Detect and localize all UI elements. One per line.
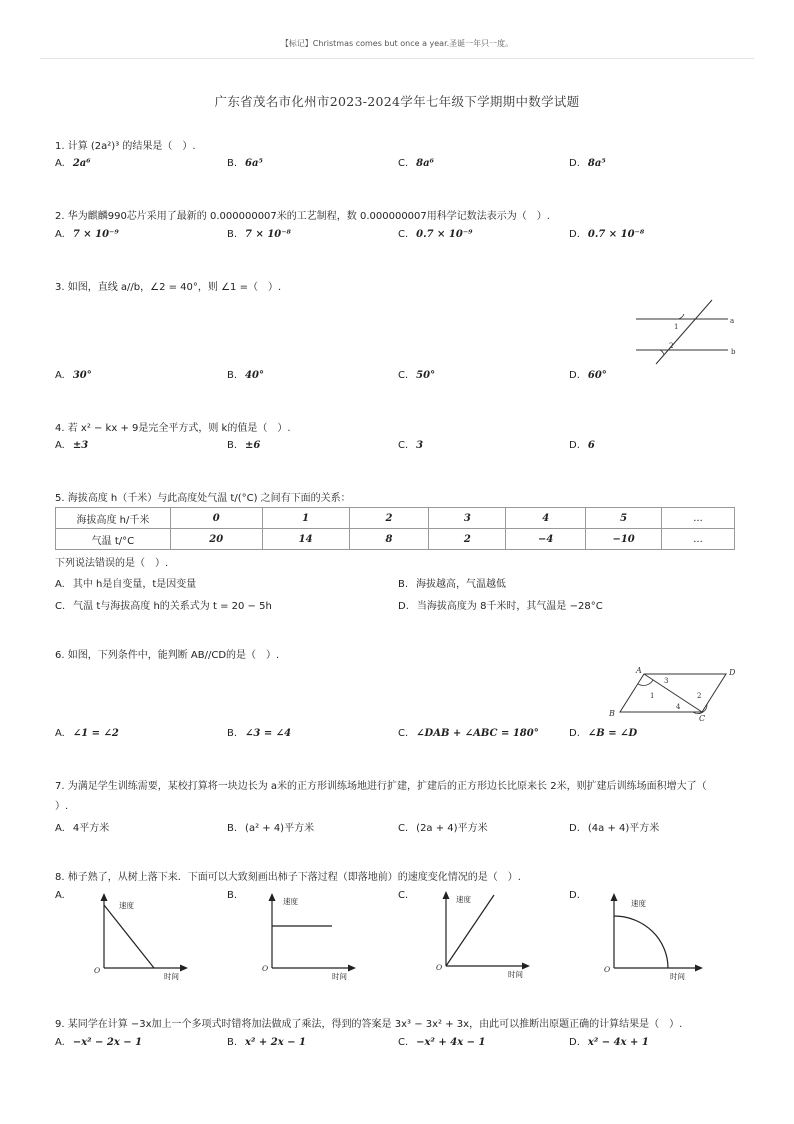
graph-d-quarter-circle — [598, 888, 713, 983]
question-9-stem: 9. 某同学在计算 −3x加上一个多项式时错将加法做成了乘法，得到的答案是 3x³ − 3x² + 3x，由此可以推断出原题正确的计算结果是（ ）. — [55, 1019, 683, 1030]
vertex-a-label: A — [636, 666, 642, 675]
origin-label: O — [262, 964, 269, 973]
question-5-option-d[interactable] — [398, 597, 603, 612]
arrow-right-icon — [522, 963, 530, 970]
option-text: 当海拔高度为 8千米时，其气温是 −28°C — [416, 601, 603, 612]
question-9-option-c[interactable] — [398, 1037, 485, 1048]
speed-curve — [104, 905, 154, 968]
question-6-stem: 6. 如图，下列条件中，能判断 AB//CD的是（ ）. — [55, 650, 280, 661]
table-cell: ... — [662, 508, 735, 529]
question-2-option-d[interactable] — [569, 229, 644, 240]
option-text: (a² + 4)平方米 — [245, 823, 315, 834]
question-5-option-a[interactable] — [55, 575, 196, 590]
option-label: A. — [55, 728, 65, 739]
table-cell: 14 — [262, 529, 349, 550]
table-cell: −4 — [506, 529, 586, 550]
option-text: 7 × 10⁻⁸ — [245, 229, 291, 240]
option-text: 6 — [587, 440, 595, 451]
option-text: −x² + 4x − 1 — [416, 1037, 486, 1048]
option-text: 0.7 × 10⁻⁹ — [416, 229, 473, 240]
question-9-option-a[interactable] — [55, 1037, 142, 1048]
question-4-option-d[interactable] — [569, 440, 595, 451]
question-9-option-d[interactable] — [569, 1037, 649, 1048]
table-cell: 20 — [170, 529, 262, 550]
altitude-temperature-table — [55, 507, 735, 550]
header-divider — [40, 58, 754, 59]
option-label: B. — [227, 158, 238, 169]
arrow-right-icon — [348, 965, 356, 972]
option-label: C. — [398, 370, 409, 381]
question-1-stem: 1. 计算 (2a²)³ 的结果是（ ）. — [55, 141, 196, 152]
origin-label: O — [436, 963, 443, 972]
option-text: ±6 — [245, 440, 261, 451]
option-label: A. — [55, 1037, 65, 1048]
x-axis-label: 时间 — [332, 972, 347, 981]
question-7-option-a[interactable] — [55, 819, 109, 834]
transversal-line — [656, 300, 712, 364]
y-axis-label: 速度 — [456, 895, 471, 904]
option-label: C. — [398, 158, 409, 169]
option-text: 3 — [416, 440, 424, 451]
option-text: 7 × 10⁻⁹ — [72, 229, 119, 240]
page-banner: 【标记】Christmas comes but once a year.圣诞一年只一度。 — [280, 39, 514, 48]
option-label: D. — [569, 370, 580, 381]
option-text: x² − 4x + 1 — [587, 1037, 649, 1048]
option-text: (2a + 4)平方米 — [416, 823, 488, 834]
vertex-d-label: D — [729, 668, 736, 677]
question-3-option-c[interactable] — [398, 370, 435, 381]
question-3-option-d[interactable] — [569, 370, 607, 381]
table-cell: 1 — [262, 508, 349, 529]
option-label: A. — [55, 440, 65, 451]
y-axis-label: 速度 — [631, 899, 646, 908]
option-label: B. — [227, 370, 238, 381]
option-text: ±3 — [72, 440, 89, 451]
option-text: ∠3 = ∠4 — [245, 728, 292, 739]
angle-2-label: 2 — [669, 342, 674, 350]
page-title: 广东省茂名市化州市2023-2024学年七年级下学期期中数学试题 — [214, 94, 580, 109]
question-7-stem-cont: ）. — [55, 801, 69, 812]
question-2-option-c[interactable] — [398, 229, 473, 240]
option-label: B. — [227, 1037, 238, 1048]
question-2-option-b[interactable] — [227, 229, 291, 240]
option-text: ∠B = ∠D — [587, 728, 638, 739]
option-text: x² + 2x − 1 — [245, 1037, 306, 1048]
question-7-option-d[interactable] — [569, 819, 659, 834]
line-b-label: b — [731, 348, 736, 356]
x-axis-label: 时间 — [164, 972, 179, 981]
x-axis-label: 时间 — [508, 970, 523, 979]
angle-2-arc — [660, 350, 664, 355]
parallelogram-figure — [602, 662, 744, 722]
table-row — [56, 529, 735, 550]
question-5-option-c[interactable] — [55, 597, 272, 612]
question-4-option-a[interactable] — [55, 440, 88, 451]
y-axis-label: 速度 — [283, 897, 298, 906]
origin-label: O — [604, 965, 611, 974]
question-7-option-b[interactable] — [227, 819, 314, 834]
angle-3-label: 3 — [664, 677, 669, 685]
table-row — [56, 508, 735, 529]
option-label: B. — [227, 823, 238, 834]
option-label: A. — [55, 370, 65, 381]
option-text: −x² − 2x − 1 — [72, 1037, 143, 1048]
question-4-stem: 4. 若 x² − kx + 9是完全平方式，则 k的值是（ ）. — [55, 423, 291, 434]
option-label: B. — [227, 229, 238, 240]
option-label: D. — [569, 158, 580, 169]
option-label: C. — [398, 229, 409, 240]
question-5-prompt: 下列说法错误的是（ ）. — [55, 558, 169, 569]
option-text: 8a⁶ — [416, 158, 434, 169]
option-text: 0.7 × 10⁻⁸ — [587, 229, 645, 240]
arrow-up-icon — [611, 893, 618, 901]
option-label: A. — [55, 158, 65, 169]
question-6-option-a[interactable] — [55, 728, 119, 739]
question-6-option-b[interactable] — [227, 728, 291, 739]
question-7-stem: 7. 为满足学生训练需要，某校打算将一块边长为 a米的正方形训练场地进行扩建，扩建后的正方形边长比原来长 2米，则扩建后训练场面积增大了（ — [55, 781, 707, 792]
question-1-option-d[interactable] — [569, 158, 606, 169]
angle-1-arc — [678, 314, 684, 319]
vertex-c-label: C — [699, 714, 706, 722]
question-5-option-b[interactable] — [398, 575, 506, 590]
question-3-option-a[interactable] — [55, 370, 92, 381]
x-axis-label: 时间 — [670, 972, 685, 981]
option-label: D. — [569, 440, 580, 451]
option-label: C. — [398, 728, 409, 739]
table-cell: 5 — [586, 508, 662, 529]
question-1-option-c[interactable] — [398, 158, 434, 169]
option-text: ∠DAB + ∠ABC = 180° — [416, 728, 539, 739]
option-text: 8a⁵ — [587, 158, 606, 169]
option-text: 6a⁵ — [245, 158, 263, 169]
question-1-option-a[interactable] — [55, 158, 91, 169]
question-3-stem: 3. 如图，直线 a//b，∠2 = 40°，则 ∠1 =（ ）. — [55, 282, 282, 293]
graph-a-decreasing-line — [88, 888, 198, 983]
question-7-option-c[interactable] — [398, 819, 488, 834]
option-label: B. — [398, 579, 409, 590]
option-label: A. — [55, 823, 65, 834]
vertex-b-label: B — [609, 709, 615, 718]
option-label: C. — [398, 823, 409, 834]
table-cell: 2 — [429, 529, 506, 550]
arrow-right-icon — [180, 965, 188, 972]
option-text: 60° — [587, 370, 607, 381]
y-axis-label: 速度 — [119, 901, 134, 910]
option-text: 其中 h是自变量，t是因变量 — [72, 579, 197, 590]
table-cell: 8 — [349, 529, 429, 550]
question-4-option-b[interactable] — [227, 440, 260, 451]
table-header-cell: 气温 t/°C — [56, 529, 171, 550]
option-label: C. — [55, 601, 66, 612]
option-label: D. — [569, 728, 580, 739]
option-label: B. — [227, 440, 238, 451]
speed-curve — [614, 916, 668, 968]
question-9-option-b[interactable] — [227, 1037, 306, 1048]
option-text: 40° — [245, 370, 264, 381]
angle-1-label: 1 — [674, 323, 679, 331]
angle-1-label: 1 — [650, 692, 655, 700]
question-3-option-b[interactable] — [227, 370, 264, 381]
option-label: C. — [398, 1037, 409, 1048]
option-label: B. — [227, 728, 238, 739]
graph-c-increasing-line — [430, 886, 540, 981]
option-label: C. — [398, 440, 409, 451]
question-1-option-b[interactable] — [227, 158, 263, 169]
question-8-option-a-label[interactable]: A. — [55, 890, 65, 901]
question-5-stem: 5. 海拔高度 h（千米）与此高度处气温 t/(°C) 之间有下面的关系： — [55, 493, 351, 504]
table-cell: 3 — [429, 508, 506, 529]
table-cell: 4 — [506, 508, 586, 529]
line-a-label: a — [730, 317, 735, 325]
question-4-option-c[interactable] — [398, 440, 423, 451]
question-8-option-c-label[interactable]: C. — [398, 890, 409, 901]
graph-b-constant-line — [256, 888, 366, 983]
question-2-option-a[interactable] — [55, 229, 119, 240]
option-label: D. — [398, 601, 409, 612]
table-cell: 2 — [349, 508, 429, 529]
arrow-up-icon — [101, 893, 108, 901]
option-label: D. — [569, 229, 580, 240]
option-text: 4平方米 — [72, 823, 110, 834]
option-text: 50° — [416, 370, 436, 381]
option-text: (4a + 4)平方米 — [587, 823, 660, 834]
option-label: D. — [569, 823, 580, 834]
question-8-option-b-label[interactable]: B. — [227, 890, 238, 901]
option-text: 海拔越高，气温越低 — [416, 579, 507, 590]
speed-curve — [446, 895, 494, 966]
table-cell: −10 — [586, 529, 662, 550]
question-8-stem: 8. 柿子熟了，从树上落下来．下面可以大致刻画出柿子下落过程（即落地前）的速度变化情况的是（ ）. — [55, 872, 521, 883]
origin-label: O — [94, 966, 101, 975]
question-6-option-d[interactable] — [569, 728, 637, 739]
option-text: ∠1 = ∠2 — [72, 728, 119, 739]
arrow-right-icon — [695, 965, 703, 972]
option-label: A. — [55, 579, 65, 590]
table-cell: 0 — [170, 508, 262, 529]
option-label: D. — [569, 1037, 580, 1048]
question-2-stem: 2. 华为麒麟990芯片采用了最新的 0.000000007米的工艺制程，数 0.000000007用科学记数法表示为（ ）. — [55, 211, 550, 222]
option-text: 2a⁶ — [72, 158, 91, 169]
question-6-option-c[interactable] — [398, 728, 539, 739]
table-cell: ... — [662, 529, 735, 550]
parallel-lines-figure — [630, 296, 745, 368]
table-header-cell: 海拔高度 h/千米 — [56, 508, 171, 529]
question-8-option-d-label[interactable]: D. — [569, 890, 580, 901]
arrow-up-icon — [269, 893, 276, 901]
angle-2-label: 2 — [697, 692, 702, 700]
option-text: 气温 t与海拔高度 h的关系式为 t = 20 − 5h — [73, 601, 272, 612]
arrow-up-icon — [443, 891, 450, 899]
option-text: 30° — [72, 370, 92, 381]
angle-4-label: 4 — [676, 703, 681, 711]
option-label: A. — [55, 229, 65, 240]
